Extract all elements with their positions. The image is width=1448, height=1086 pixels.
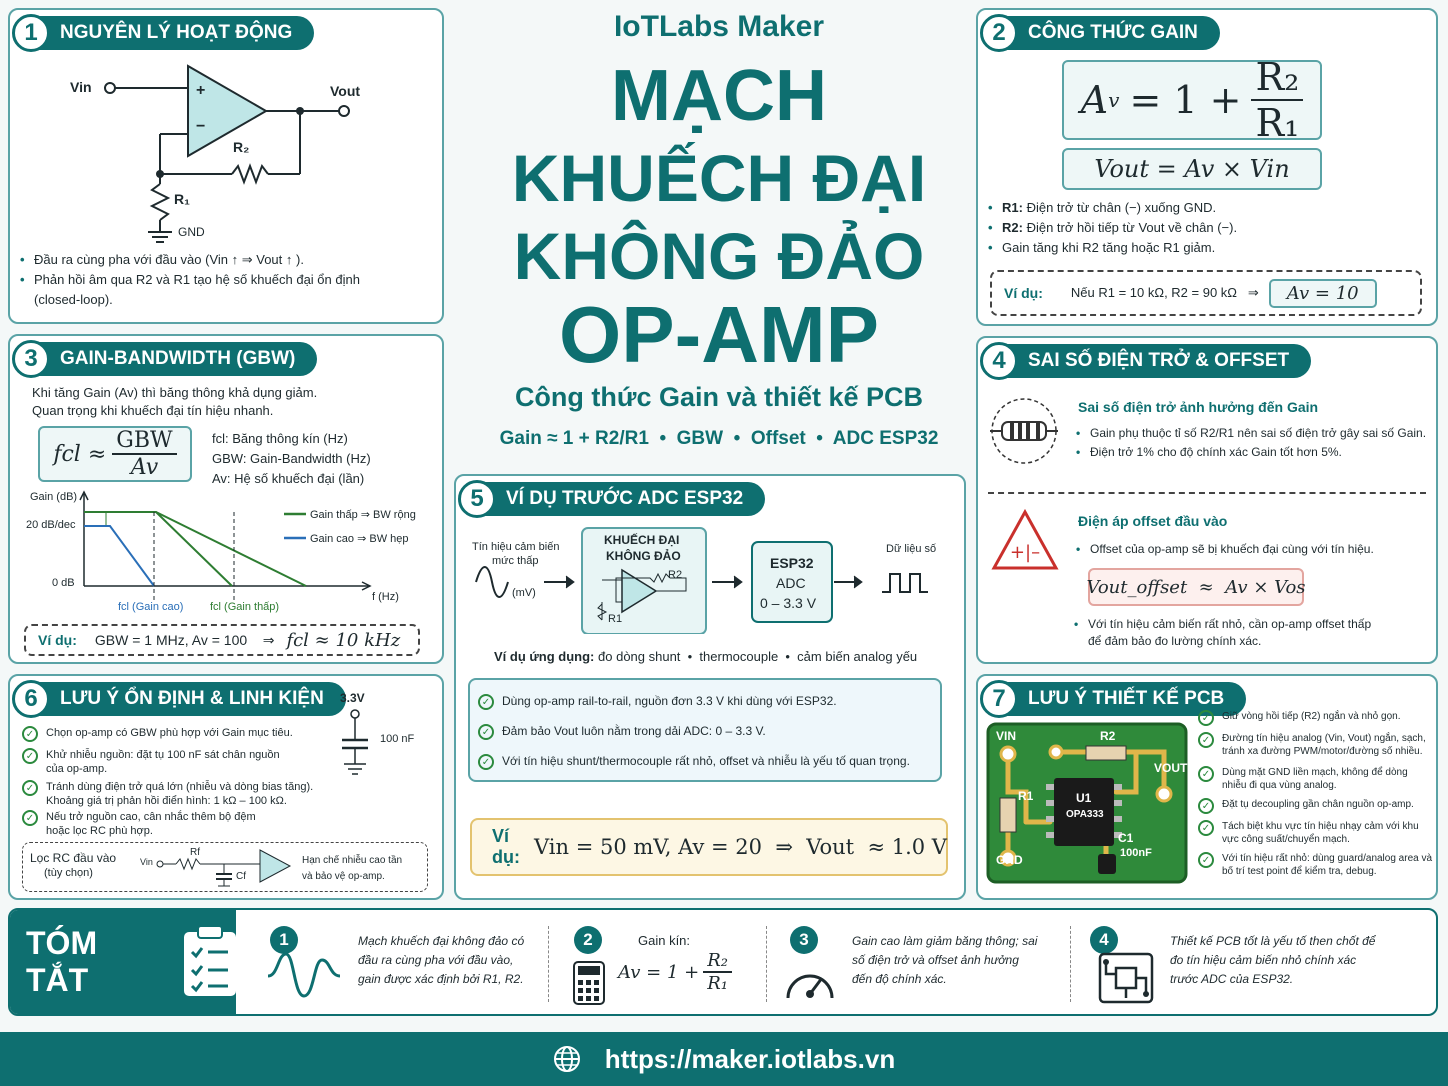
panel-principle xyxy=(8,8,444,324)
gain-formula xyxy=(1062,55,1322,145)
panel-title xyxy=(984,16,1220,50)
panel-title-text: LƯU Ý THIẾT KẾ PCB xyxy=(1028,688,1225,709)
panel-title xyxy=(16,682,346,716)
bullet xyxy=(988,218,1428,238)
check-icon: ✓ xyxy=(22,810,38,826)
summary-bar xyxy=(8,908,1438,1016)
bullet-value: Điện trở hồi tiếp từ Vout về chân (−). xyxy=(1022,220,1238,236)
check-text: Giữ vòng hồi tiếp (R2) ngắn và nhỏ gọn. xyxy=(1222,711,1401,722)
divider xyxy=(988,492,1426,494)
example-label: Ví dụ: xyxy=(1004,285,1043,301)
panel-adc-example xyxy=(454,474,966,900)
waveform-icon xyxy=(264,950,344,1000)
rc-vin-label: Vin xyxy=(140,857,153,867)
panel-gain-formula xyxy=(976,8,1438,326)
check-icon: ✓ xyxy=(1198,710,1214,726)
panel-title-text: GAIN-BANDWIDTH (GBW) xyxy=(60,348,296,369)
offset-note xyxy=(1074,616,1434,650)
check-text: Chọn op-amp có GBW phù hợp với Gain mục tiêu. xyxy=(46,727,293,739)
x-axis-label: f (Hz) xyxy=(372,591,399,603)
gbw-example xyxy=(24,624,420,656)
example-result: Av = 10 xyxy=(1269,279,1377,308)
check-item xyxy=(1198,798,1434,814)
summary-number: 3 xyxy=(790,926,818,954)
vout-formula: Vout = Av × Vin xyxy=(1062,148,1322,190)
summary-divider xyxy=(1070,926,1071,1002)
check-icon: ✓ xyxy=(1198,732,1214,748)
check-icon: ✓ xyxy=(1198,798,1214,814)
formula-mid: = 1 + xyxy=(1129,78,1242,122)
gbw-intro-2: Quan trọng khi khuếch đại tín hiệu nhanh. xyxy=(32,403,274,418)
panel-title-text: NGUYÊN LÝ HOẠT ĐỘNG xyxy=(60,22,293,43)
bullet xyxy=(988,238,1428,258)
formula-sub: v xyxy=(1108,88,1120,112)
r2-label: R₂ xyxy=(233,139,250,155)
check-text: Khử nhiễu nguồn: đặt tụ 100 nF sát chân nguồn của op-amp. xyxy=(46,749,280,776)
check-item xyxy=(22,748,292,777)
footer xyxy=(0,1032,1448,1086)
panel-title xyxy=(16,16,314,50)
check-item xyxy=(478,724,766,740)
y-axis-label: Gain (dB) xyxy=(30,491,78,503)
rc-note-2: và bảo vệ op-amp. xyxy=(302,871,385,882)
bullet xyxy=(1074,616,1434,650)
pcb-chip-label: OPA333 xyxy=(1066,809,1104,820)
circuit-board-icon xyxy=(1096,950,1156,1006)
mv-label: (mV) xyxy=(512,587,536,599)
bullet: • Phản hồi âm qua R2 và R1 tạo hệ số khuếch đại ổn định (closed-loop). xyxy=(20,270,360,310)
gain-example xyxy=(990,270,1422,316)
check-item xyxy=(478,694,837,710)
calculator-icon xyxy=(572,960,606,1006)
panel-title xyxy=(16,342,317,376)
summary-number: 4 xyxy=(1090,926,1118,954)
app-text: đo dòng shunt • thermocouple • cảm biến analog yếu xyxy=(598,649,918,664)
formula-fraction xyxy=(1251,55,1303,145)
check-icon: ✓ xyxy=(1198,766,1214,782)
panel-title-text: LƯU Ý ỔN ĐỊNH & LINH KIỆN xyxy=(60,688,324,709)
summary-divider xyxy=(548,926,549,1002)
panel-title xyxy=(984,344,1311,378)
plus-sign: + xyxy=(196,82,206,99)
brand: IoTLabs Maker xyxy=(613,10,825,43)
bullet-key: R2: xyxy=(1002,220,1023,236)
check-icon: ✓ xyxy=(22,780,38,796)
title-line3: KHÔNG ĐẢO xyxy=(513,219,925,293)
check-icon: ✓ xyxy=(1198,820,1214,836)
example-label: Ví dụ: xyxy=(38,632,77,648)
summary-text: Thiết kế PCB tốt là yếu tố then chốt để đo tín hiệu cảm biến nhỏ chính xác trước ADC của ESP32. xyxy=(1170,934,1376,987)
panel-number: 7 xyxy=(980,680,1018,718)
panel-number: 6 xyxy=(12,680,50,718)
example-text: Nếu R1 = 10 kΩ, R2 = 90 kΩ ⇒ xyxy=(1070,285,1259,300)
check-item xyxy=(1198,732,1434,758)
panel-stability xyxy=(8,674,444,900)
check-text: Đặt tụ decoupling gần chân nguồn op-amp. xyxy=(1222,799,1414,810)
pcb-vin-label: VIN xyxy=(996,729,1017,743)
gain-bullets xyxy=(988,198,1428,258)
gbw-intro-1: Khi tăng Gain (Av) thì băng thông khả dụng giảm. xyxy=(32,385,318,400)
check-text: Với tín hiệu rất nhỏ: dùng guard/analog area và bố trí test point để kiểm tra, debug. xyxy=(1222,853,1433,877)
panel-title-text: CÔNG THỨC GAIN xyxy=(1028,22,1198,43)
title-line4: OP-AMP xyxy=(559,290,879,379)
adc-example-box xyxy=(470,818,948,876)
signal-chain xyxy=(456,524,966,634)
bullet: • Đầu ra cùng pha với đầu vào (Vin ↑ ⇒ Vout ↑ ). xyxy=(20,250,420,270)
rc-filter-schematic xyxy=(130,844,310,894)
rc-label-1: Lọc RC đầu vào xyxy=(30,851,117,865)
panel-number: 1 xyxy=(12,14,50,52)
check-text: Đường tín hiệu analog (Vin, Vout) ngắn, sạch, tránh xa đường PWM/motor/đường số nhiều. xyxy=(1222,733,1426,757)
keywords: Gain ≈ 1 + R2/R1 • GBW • Offset • ADC ESP32 xyxy=(499,428,939,449)
check-text: Tách biệt khu vực tín hiệu nhạy cảm với khu vực công suất/chuyển mạch. xyxy=(1222,821,1419,845)
def-av: Av: Hệ số khuếch đại (lần) xyxy=(212,471,365,486)
bullet xyxy=(988,198,1428,218)
example-label: Ví dụ: xyxy=(492,826,520,867)
sensor-label-2: mức thấp xyxy=(492,555,539,567)
check-item xyxy=(22,810,282,839)
clipboard-icon xyxy=(180,924,236,1000)
panel-number: 5 xyxy=(458,480,496,518)
formula-num: R₂ xyxy=(1251,55,1303,101)
esp-label-1: ESP32 xyxy=(770,555,814,571)
gnd-label: GND xyxy=(178,225,205,239)
r1-label: R₁ xyxy=(174,191,190,207)
summary-number: 1 xyxy=(270,926,298,954)
check-text: Với tín hiệu shunt/thermocouple rất nhỏ, offset và nhiễu là yếu tố quan trọng. xyxy=(502,754,910,768)
amp-label-1: KHUẾCH ĐẠI xyxy=(604,533,680,547)
check-icon: ✓ xyxy=(22,726,38,742)
formula-den: R₁ xyxy=(1255,101,1300,145)
legend-low-gain: Gain thấp ⇒ BW rộng xyxy=(310,509,416,521)
summary-text: Gain cao làm giảm băng thông; sai số điện trở và offset ảnh hưởng đến độ chính xác. xyxy=(852,934,1038,987)
bullet-value: Gain tăng khi R2 tăng hoặc R1 giảm. xyxy=(1002,240,1216,256)
check-item xyxy=(1198,852,1434,878)
svg-text:+|–: +|– xyxy=(1009,542,1041,563)
sensor-label: Tín hiệu cảm biến xyxy=(472,541,560,553)
pcb-cval-label: 100nF xyxy=(1120,847,1152,859)
formula-text: Av = 1 + xyxy=(618,961,700,983)
panel-number: 4 xyxy=(980,342,1018,380)
bullet: • Điện trở 1% cho độ chính xác Gain tốt hơn 5%. xyxy=(1076,443,1436,462)
gbw-formula xyxy=(38,426,192,482)
amp-label-2: KHÔNG ĐẢO xyxy=(606,549,681,563)
warning-icon xyxy=(990,508,1060,572)
check-text: Dùng mặt GND liền mạch, không để dòng nhiễu đi qua vùng analog. xyxy=(1222,767,1408,791)
example-text: Vin = 50 mV, Av = 20 ⇒ Vout ≈ 1.0 V xyxy=(533,835,947,859)
check-item xyxy=(22,780,322,809)
v33-label: 3.3V xyxy=(340,691,365,705)
subtitle: Công thức Gain và thiết kế PCB xyxy=(514,382,924,412)
check-item xyxy=(1198,710,1434,726)
panel-pcb xyxy=(976,674,1438,900)
formula-fraction xyxy=(112,428,176,480)
check-text: Nếu trở nguồn cao, cân nhắc thêm bộ đệm hoặc lọc RC phù hợp. xyxy=(46,811,256,838)
formula-fraction xyxy=(703,950,732,994)
summary-text: Mạch khuếch đại không đảo có đầu ra cùng pha với đầu vào, gain được xác định bởi R1, R2. xyxy=(358,934,525,987)
formula-left: fcl ≈ xyxy=(53,441,107,467)
gauge-icon xyxy=(782,958,838,1004)
def-fcl: fcl: Băng thông kín (Hz) xyxy=(212,431,348,446)
pcb-r1-label: R1 xyxy=(1018,789,1034,803)
example-result: fcl ≈ 10 kHz xyxy=(286,629,401,651)
pcb-vout-label: VOUT xyxy=(1154,761,1188,775)
panel-number: 3 xyxy=(12,340,50,378)
pcb-gnd-label: GND xyxy=(996,853,1023,867)
formula-av: A xyxy=(1080,78,1109,122)
offset-bullets xyxy=(1076,540,1436,559)
check-item xyxy=(22,726,322,742)
note-line1: Với tín hiệu cảm biến rất nhỏ, cần op-amp offset thấp xyxy=(1088,617,1372,631)
summary-number: 2 xyxy=(574,926,602,954)
check-text: Dùng op-amp rail-to-rail, nguồn đơn 3.3 V khi dùng với ESP32. xyxy=(502,694,837,708)
bullet: • Offset của op-amp sẽ bị khuếch đại cùng với tín hiệu. xyxy=(1076,540,1436,559)
application-line xyxy=(494,648,917,666)
resistor-icon xyxy=(984,396,1064,466)
offset-heading: Điện áp offset đầu vào xyxy=(1078,513,1228,529)
check-text: Đảm bảo Vout luôn nằm trong dải ADC: 0 – 3.3 V. xyxy=(502,724,766,738)
rc-note-1: Hạn chế nhiễu cao tần xyxy=(302,855,403,866)
check-item xyxy=(1198,766,1434,792)
esp-label-2: ADC xyxy=(776,575,806,591)
vout-label: Vout xyxy=(330,83,361,99)
bullet-value: Điện trở từ chân (−) xuống GND. xyxy=(1022,200,1217,215)
vin-label: Vin xyxy=(70,79,92,95)
check-icon: ✓ xyxy=(478,724,494,740)
formula-num: GBW xyxy=(112,428,176,455)
panel-title-text: VÍ DỤ TRƯỚC ADC ESP32 xyxy=(506,488,744,509)
resistor-error-heading: Sai số điện trở ảnh hưởng đến Gain xyxy=(1078,399,1319,415)
principle-bullets xyxy=(20,250,420,310)
panel-offset xyxy=(976,336,1438,664)
esp-label-3: 0 – 3.3 V xyxy=(760,595,817,611)
offset-formula: Vout_offset ≈ Av × Vos xyxy=(1088,568,1304,606)
note-line2: để đảm bảo đo lường chính xác. xyxy=(1088,633,1262,648)
globe-icon xyxy=(553,1045,581,1073)
panel-title xyxy=(462,482,765,516)
title-line2: KHUẾCH ĐẠI xyxy=(511,141,927,215)
check-item xyxy=(478,754,910,770)
summary-title: TÓM TẮT xyxy=(26,925,98,998)
check-icon: ✓ xyxy=(22,748,38,764)
resistor-error-bullets xyxy=(1076,424,1436,461)
def-gbw: GBW: Gain-Bandwidth (Hz) xyxy=(212,451,371,466)
summary-label-block xyxy=(10,910,236,1014)
footer-url[interactable]: https://maker.iotlabs.vn xyxy=(604,1043,896,1074)
check-icon: ✓ xyxy=(478,754,494,770)
check-text: Tránh dùng điện trở quá lớn (nhiễu và dòng bias tăng). Khoảng giá trị phản hồi điển hình: 1 kΩ – 100 kΩ. xyxy=(46,781,314,808)
pcb-c1-label: C1 xyxy=(1118,831,1134,845)
check-icon: ✓ xyxy=(478,694,494,710)
check-icon: ✓ xyxy=(1198,852,1214,868)
fcl-low-marker: fcl (Gain thấp) xyxy=(210,601,280,613)
minus-sign: − xyxy=(196,118,206,135)
summary-divider xyxy=(766,926,767,1002)
pcb-u1-label: U1 xyxy=(1076,791,1092,805)
legend-high-gain: Gain cao ⇒ BW hẹp xyxy=(310,533,409,545)
panel-gbw xyxy=(8,334,444,664)
panel-title-text: SAI SỐ ĐIỆN TRỞ & OFFSET xyxy=(1028,350,1290,371)
amp-r1-label: R1 xyxy=(608,613,623,625)
pcb-r2-label: R2 xyxy=(1100,729,1116,743)
bullet-key: R1: xyxy=(1002,200,1023,215)
check-item xyxy=(1198,820,1434,846)
title-line1: MẠCH xyxy=(611,56,827,136)
formula-den: R₁ xyxy=(707,973,729,994)
fcl-high-marker: fcl (Gain cao) xyxy=(118,601,184,613)
app-label: Ví dụ ứng dụng: xyxy=(494,649,595,664)
summary-gain-formula xyxy=(618,950,732,994)
cf-label: Cf xyxy=(236,871,246,882)
cap-label: 100 nF xyxy=(380,733,415,745)
summary-gain-label: Gain kín: xyxy=(638,933,691,948)
slope-label: 20 dB/dec xyxy=(26,519,76,531)
rc-label-2: (tùy chọn) xyxy=(44,867,93,879)
amp-r2-label: R2 xyxy=(668,569,683,581)
panel-number: 2 xyxy=(980,14,1018,52)
formula-den: Av xyxy=(130,455,159,480)
example-text: GBW = 1 MHz, Av = 100 ⇒ xyxy=(94,631,275,648)
zero-db-label: 0 dB xyxy=(52,577,75,589)
bullet: • Gain phụ thuộc tỉ số R2/R1 nên sai số điện trở gây sai số Gain. xyxy=(1076,424,1436,443)
formula-num: R₂ xyxy=(703,950,732,973)
digital-label: Dữ liệu số xyxy=(886,543,937,555)
rf-label: Rf xyxy=(190,847,200,858)
